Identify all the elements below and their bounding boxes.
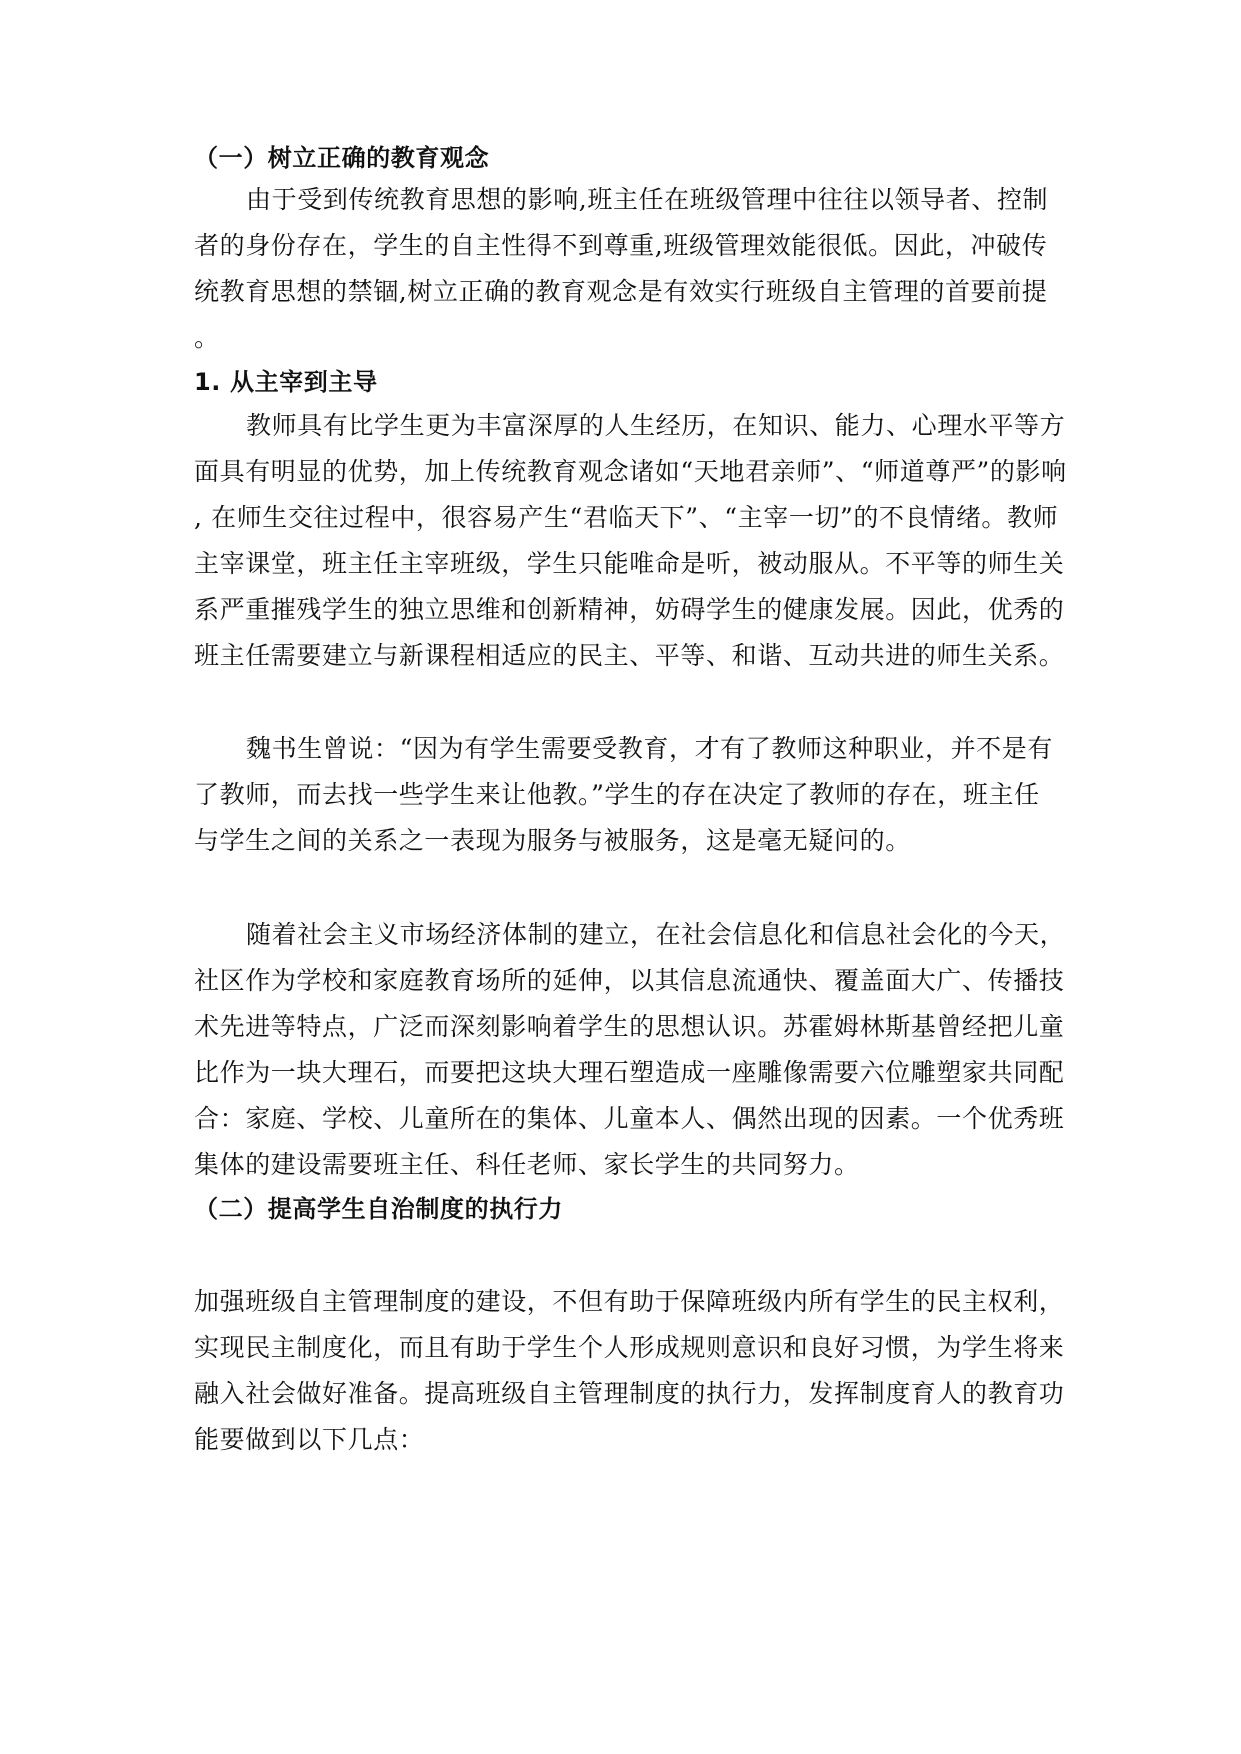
section1-para2-line6: 班主任需要建立与新课程相适应的民主、平等、和谐、互动共进的师生关系。 bbox=[194, 641, 1065, 670]
section1-para4-line2: 社区作为学校和家庭教育场所的延伸，以其信息流通快、覆盖面大广、传播技 bbox=[194, 966, 1065, 995]
section1-para1-line1: 由于受到传统教育思想的影响,班主任在班级管理中往往以领导者、控制 bbox=[246, 185, 1049, 214]
section1-para3-line3: 与学生之间的关系之一表现为服务与被服务，这是毫无疑问的。 bbox=[194, 826, 911, 855]
section1-para3-line1: 魏书生曾说：“因为有学生需要受教育，才有了教师这种职业，并不是有 bbox=[246, 734, 1053, 763]
section2-para1-line4: 能要做到以下几点： bbox=[194, 1425, 425, 1454]
section2-para1-line1: 加强班级自主管理制度的建设，不但有助于保障班级内所有学生的民主权利， bbox=[194, 1287, 1065, 1316]
section1-para4-line1: 随着社会主义市场经济体制的建立，在社会信息化和信息社会化的今天， bbox=[246, 920, 1066, 949]
section1-para1-line4: 。 bbox=[194, 323, 220, 352]
section1-para4-line4: 比作为一块大理石，而要把这块大理石塑造成一座雕像需要六位雕塑家共同配 bbox=[194, 1058, 1065, 1087]
section1-para4-line6: 集体的建设需要班主任、科任老师、家长学生的共同努力。 bbox=[194, 1150, 860, 1179]
section1-para2-line3: , 在师生交往过程中，很容易产生“君临天下”、“主宰一切”的不良情绪。教师 bbox=[194, 503, 1059, 532]
section1-heading: （一）树立正确的教育观念 bbox=[194, 144, 490, 172]
section1-para2-line2: 面具有明显的优势，加上传统教育观念诸如“天地君亲师”、“师道尊严”的影响 bbox=[194, 457, 1067, 486]
subsection1-heading: 1. 从主宰到主导 bbox=[194, 368, 378, 396]
section1-para2-line1: 教师具有比学生更为丰富深厚的人生经历，在知识、能力、心理水平等方 bbox=[246, 411, 1066, 440]
section1-para4-line3: 术先进等特点，广泛而深刻影响着学生的思想认识。苏霍姆林斯基曾经把儿童 bbox=[194, 1012, 1065, 1041]
section2-para1-line3: 融入社会做好准备。提高班级自主管理制度的执行力，发挥制度育人的教育功 bbox=[194, 1379, 1065, 1408]
section1-para4-line5: 合：家庭、学校、儿童所在的集体、儿童本人、偶然出现的因素。一个优秀班 bbox=[194, 1104, 1065, 1133]
section1-para2-line5: 系严重摧残学生的独立思维和创新精神，妨碍学生的健康发展。因此，优秀的 bbox=[194, 595, 1065, 624]
section1-para3-line2: 了教师，而去找一些学生来让他教。”学生的存在决定了教师的存在，班主任 bbox=[194, 780, 1040, 809]
section1-para1-line2: 者的身份存在，学生的自主性得不到尊重,班级管理效能很低。因此，冲破传 bbox=[194, 231, 1048, 260]
section1-para2-line4: 主宰课堂，班主任主宰班级，学生只能唯命是听，被动服从。不平等的师生关 bbox=[194, 549, 1065, 578]
section1-para1-line3: 统教育思想的禁锢,树立正确的教育观念是有效实行班级自主管理的首要前提 bbox=[194, 277, 1048, 306]
section2-heading: （二）提高学生自治制度的执行力 bbox=[194, 1195, 563, 1223]
section2-para1-line2: 实现民主制度化，而且有助于学生个人形成规则意识和良好习惯，为学生将来 bbox=[194, 1333, 1065, 1362]
